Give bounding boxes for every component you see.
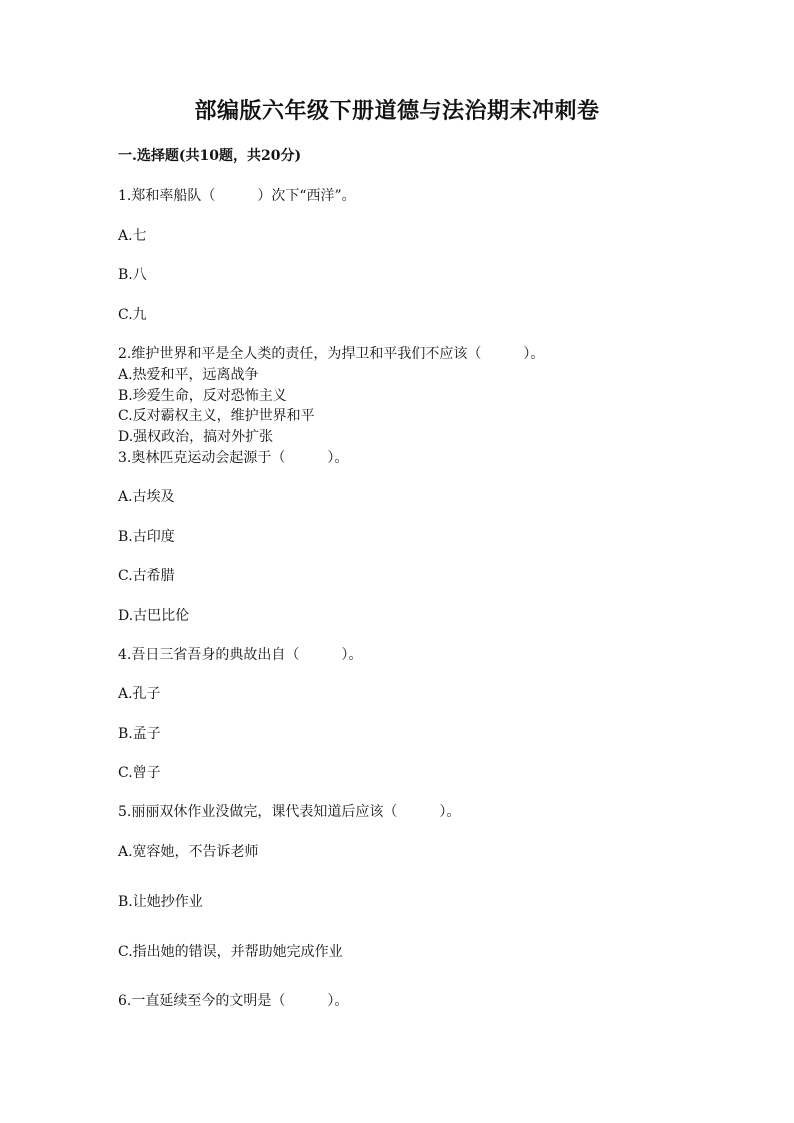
question-5-option-c: C.指出她的错误，并帮助她完成作业 xyxy=(118,944,343,960)
question-2-option-b: B.珍爱生命，反对恐怖主义 xyxy=(118,388,287,404)
question-3-option-c: C.古希腊 xyxy=(118,568,175,584)
question-3-stem: 3.奥林匹克运动会起源于（ ）。 xyxy=(118,450,349,466)
question-5-option-a: A.宽容她，不告诉老师 xyxy=(118,844,259,860)
question-1-option-c: C.九 xyxy=(118,307,147,323)
question-3-option-a: A.古埃及 xyxy=(118,489,175,505)
question-2-stem: 2.维护世界和平是全人类的责任，为捍卫和平我们不应该（ ）。 xyxy=(118,346,545,362)
page-title: 部编版六年级下册道德与法治期末冲刺卷 xyxy=(194,98,600,124)
question-4-option-c: C.曾子 xyxy=(118,765,161,781)
question-4-option-b: B.孟子 xyxy=(118,726,161,742)
question-6-stem: 6.一直延续至今的文明是（ ）。 xyxy=(118,993,349,1009)
question-5-stem: 5.丽丽双休作业没做完，课代表知道后应该（ ）。 xyxy=(118,804,461,820)
question-4-option-a: A.孔子 xyxy=(118,686,161,702)
question-2-option-a: A.热爱和平，远离战争 xyxy=(118,367,259,383)
question-3-option-d: D.古巴比伦 xyxy=(118,608,190,624)
section-heading: 一.选择题(共10题，共20分) xyxy=(118,148,302,164)
question-1-stem: 1.郑和率船队（ ）次下“西洋”。 xyxy=(118,188,356,204)
question-5-option-b: B.让她抄作业 xyxy=(118,894,203,910)
question-2-option-d: D.强权政治，搞对外扩张 xyxy=(118,429,274,445)
question-2-option-c: C.反对霸权主义，维护世界和平 xyxy=(118,408,315,424)
question-1-option-a: A.七 xyxy=(118,228,147,244)
question-4-stem: 4.吾日三省吾身的典故出自（ ）。 xyxy=(118,647,363,663)
question-3-option-b: B.古印度 xyxy=(118,529,175,545)
question-1-option-b: B.八 xyxy=(118,267,147,283)
